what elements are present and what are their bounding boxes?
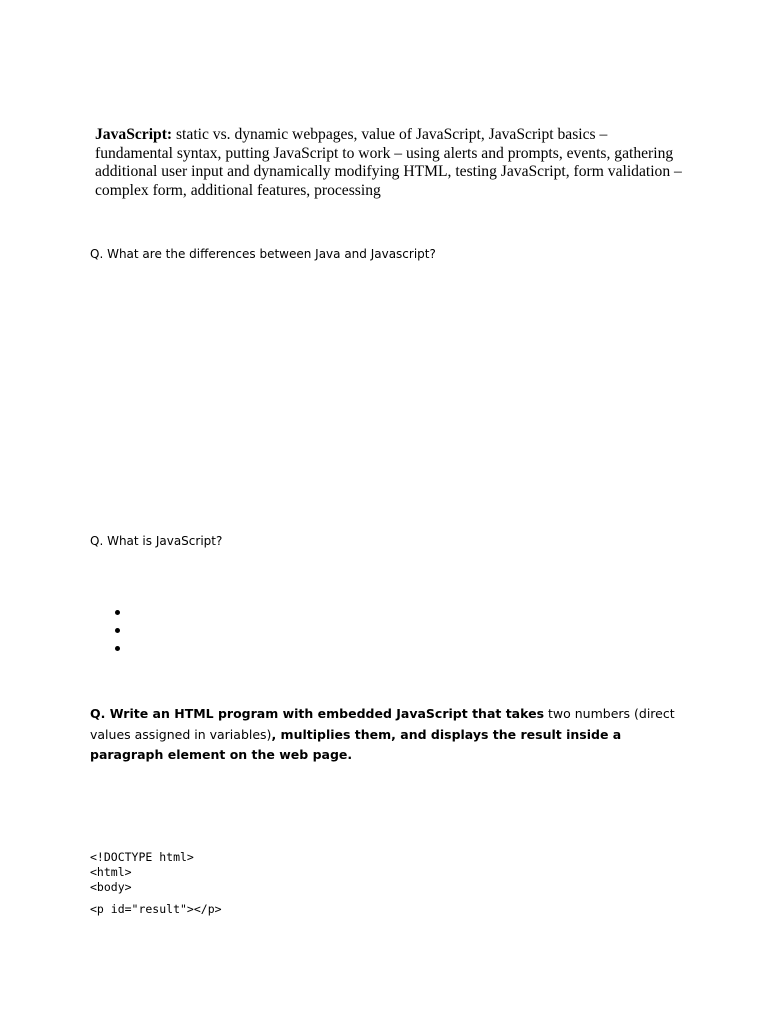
empty-bullet-list	[112, 604, 132, 658]
code-line: <html>	[90, 864, 132, 879]
question-java-vs-javascript: Q. What are the differences between Java and Javascript?	[90, 247, 436, 261]
code-line: <p id="result"></p>	[90, 902, 222, 917]
bullet-item	[112, 604, 132, 622]
bullet-item	[112, 622, 132, 640]
question-part-bold-2: , multiplies them, and displays the result inside a paragraph element on the web page.	[90, 726, 622, 762]
question-what-is-javascript: Q. What is JavaScript?	[90, 534, 223, 548]
code-snippet	[90, 850, 222, 917]
syllabus-text: static vs. dynamic webpages, value of JavaScript, JavaScript basics – fundamental syntax, putting JavaScript to work – using alerts and prompts, events, gathering additional user input and dynamically modifying HTML, testing JavaScript, form validation – complex form, additional features, processing	[95, 126, 682, 199]
syllabus-lead: JavaScript:	[95, 126, 173, 143]
syllabus-paragraph	[95, 126, 685, 200]
question-part-regular: two numbers (direct values assigned in variables)	[90, 706, 675, 742]
code-blank-line	[90, 894, 222, 902]
code-line: <!DOCTYPE html>	[90, 850, 194, 864]
bullet-item	[112, 640, 132, 658]
question-html-program	[90, 704, 690, 766]
question-part-bold-1: Q. Write an HTML program with embedded JavaScript that takes	[90, 706, 545, 721]
code-line: <body>	[90, 879, 132, 894]
